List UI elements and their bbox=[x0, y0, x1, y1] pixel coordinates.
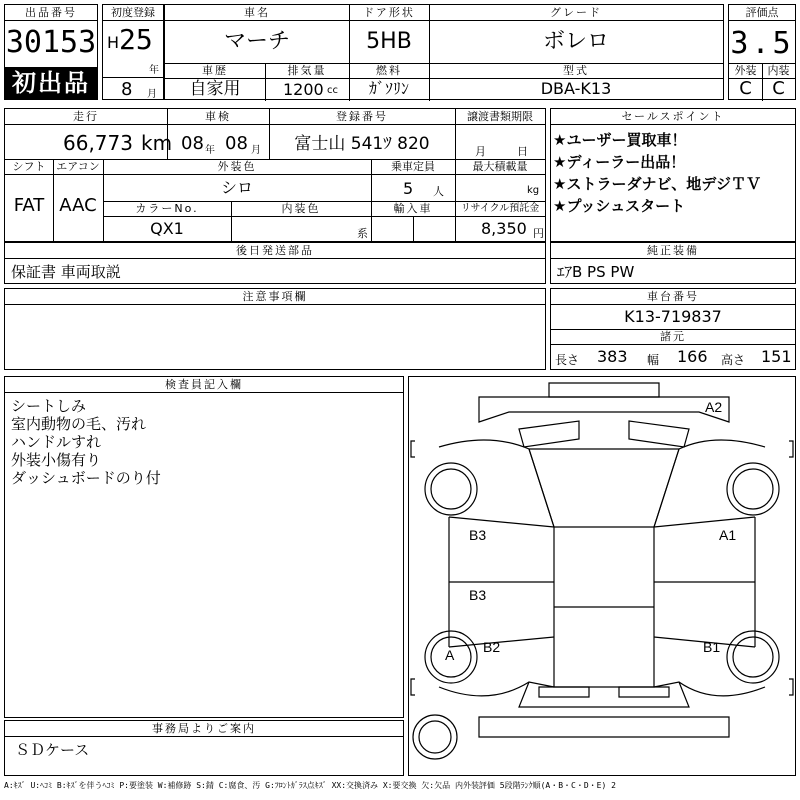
lot-number: 30153 bbox=[5, 25, 97, 60]
color-label: 外装色 bbox=[103, 159, 371, 175]
inspection-month: 08 bbox=[225, 133, 248, 154]
transfer-month-unit: 月 bbox=[475, 145, 486, 158]
mark-a1: A1 bbox=[719, 527, 737, 543]
grade: ボレロ bbox=[542, 29, 609, 54]
plate-label: 登録番号 bbox=[269, 109, 455, 125]
inspector-label: 検査員記入欄 bbox=[5, 377, 403, 393]
genuine-equipment bbox=[550, 242, 796, 284]
lot-label: 出品番号 bbox=[5, 5, 97, 21]
height-label: 高さ bbox=[721, 353, 746, 367]
recycle-unit: 円 bbox=[533, 227, 544, 240]
air-conditioner: AAC bbox=[59, 195, 97, 216]
lot-block bbox=[4, 4, 98, 100]
capacity: 5 bbox=[403, 179, 414, 198]
reg-era: H bbox=[107, 33, 120, 52]
ac-label: エアコン bbox=[53, 159, 103, 175]
first-listing-badge: 初出品 bbox=[5, 67, 97, 99]
transfer-label: 譲渡書類期限 bbox=[455, 109, 545, 125]
fuel-label: 燃料 bbox=[349, 63, 429, 79]
legend: A:ｷｽﾞ U:ﾍｺﾐ B:ｷｽﾞを伴うﾍｺﾐ P:要塗装 W:補修跡 S:錆 C:腐食、汚 G:ﾌﾛﾝﾄｶﾞﾗｽ点ｷｽﾞ XX:交換済み X:要交換 欠:欠品 内外装評価 5段階ﾗﾝｸ順(A・B・C・D・E) 2 bbox=[4, 781, 616, 790]
grade-label: グレード bbox=[429, 5, 723, 21]
model-label: 型式 bbox=[429, 63, 723, 79]
genuine-label: 純正装備 bbox=[551, 243, 795, 259]
sales-points bbox=[550, 108, 796, 242]
inspection-year-unit: 年 bbox=[205, 145, 215, 156]
inspector-line-3: ハンドルすれ bbox=[11, 433, 102, 451]
mark-a2: A2 bbox=[705, 399, 723, 415]
score-block bbox=[728, 4, 796, 100]
displacement: 1200 bbox=[283, 80, 324, 99]
inspection-year: 08 bbox=[181, 133, 204, 154]
reg-block bbox=[102, 4, 164, 100]
later-parts bbox=[4, 242, 546, 284]
office-label: 事務局よりご案内 bbox=[5, 721, 403, 737]
door-type: 5HB bbox=[366, 29, 412, 54]
genuine-value: ｴｱB PS PW bbox=[557, 263, 635, 281]
reg-month-unit: 月 bbox=[147, 89, 157, 100]
interior-score: C bbox=[772, 78, 785, 99]
car-outline-diagram bbox=[409, 377, 795, 775]
car-name-label: 車名 bbox=[165, 5, 349, 21]
notes-box bbox=[4, 288, 546, 370]
displacement-label: 排気量 bbox=[265, 63, 349, 79]
fuel: ｶﾞｿﾘﾝ bbox=[368, 79, 409, 98]
notes-label: 注意事項欄 bbox=[5, 289, 545, 305]
chassis-box bbox=[550, 288, 796, 370]
height: 151 bbox=[761, 347, 792, 366]
length-label: 長さ bbox=[555, 353, 580, 367]
exterior-score: C bbox=[739, 78, 752, 99]
sales-point-1: ★ユーザー買取車！ bbox=[553, 131, 687, 149]
mark-b1: B1 bbox=[703, 639, 721, 655]
load-unit: kg bbox=[527, 185, 540, 196]
int-color-label: 内装色 bbox=[231, 201, 371, 217]
reg-month: 8 bbox=[121, 79, 133, 100]
sales-points-label: セールスポイント bbox=[551, 109, 795, 125]
later-parts-label: 後日発送部品 bbox=[5, 243, 545, 259]
dims-label: 諸元 bbox=[551, 329, 795, 345]
exterior-label: 外装 bbox=[729, 63, 762, 79]
mileage-unit: km bbox=[141, 131, 173, 155]
score-label: 評価点 bbox=[729, 5, 795, 21]
capacity-label: 乗車定員 bbox=[371, 159, 455, 175]
length: 383 bbox=[597, 347, 628, 366]
office-box bbox=[4, 720, 404, 776]
transfer-day-unit: 日 bbox=[517, 145, 528, 158]
spec-table bbox=[4, 108, 546, 242]
interior-label: 内装 bbox=[762, 63, 795, 79]
displacement-unit: cc bbox=[327, 85, 338, 96]
inspector-box bbox=[4, 376, 404, 718]
mileage-label: 走行 bbox=[5, 109, 167, 125]
inspector-line-5: ダッシュボードのり付 bbox=[11, 469, 161, 487]
color-number: QX1 bbox=[150, 219, 184, 238]
chassis-number: K13-719837 bbox=[624, 307, 722, 326]
inspector-line-4: 外装小傷有り bbox=[11, 451, 102, 469]
mileage: 66,773 bbox=[63, 131, 133, 155]
mark-b3-lower: B3 bbox=[469, 587, 487, 603]
capacity-unit: 人 bbox=[433, 185, 444, 198]
inspector-line-2: 室内動物の毛、汚れ bbox=[11, 415, 147, 433]
shift: FAT bbox=[13, 195, 45, 216]
history-label: 車歴 bbox=[165, 63, 265, 79]
door-label: ドア形状 bbox=[349, 5, 429, 21]
load-label: 最大積載量 bbox=[455, 159, 545, 175]
width-label: 幅 bbox=[647, 353, 660, 367]
inspector-line-1: シートしみ bbox=[11, 397, 87, 415]
int-color-unit: 系 bbox=[357, 227, 368, 240]
sales-point-3: ★ストラーダナビ、地デジＴＶ bbox=[553, 175, 761, 193]
later-parts-value: 保証書 車両取説 bbox=[11, 263, 121, 281]
vehicle-block bbox=[164, 4, 724, 100]
recycle-label: リサイクル預託金 bbox=[455, 201, 545, 217]
mark-b2: B2 bbox=[483, 639, 501, 655]
reg-label: 初度登録 bbox=[103, 5, 163, 21]
model: DBA-K13 bbox=[540, 79, 612, 98]
score: 3.5 bbox=[730, 26, 794, 61]
body-color: シロ bbox=[220, 178, 253, 197]
history: 自家用 bbox=[189, 79, 241, 99]
vehicle-diagram bbox=[408, 376, 796, 776]
chassis-label: 車台番号 bbox=[551, 289, 795, 305]
recycle-fee: 8,350 bbox=[481, 219, 527, 238]
plate-number: 富士山 541ﾂ 820 bbox=[294, 134, 430, 154]
sales-point-4: ★プッシュスタート bbox=[553, 197, 686, 215]
mark-a: A bbox=[445, 647, 455, 663]
inspection-month-unit: 月 bbox=[251, 145, 261, 156]
shift-label: シフト bbox=[5, 159, 53, 175]
reg-year: 25 bbox=[119, 23, 153, 56]
sales-point-2: ★ディーラー出品！ bbox=[553, 153, 686, 171]
reg-year-unit: 年 bbox=[149, 65, 159, 76]
car-name: マーチ bbox=[223, 29, 290, 54]
mark-b3-upper: B3 bbox=[469, 527, 487, 543]
office-value: ＳＤケース bbox=[15, 741, 90, 759]
color-no-label: カラーNo. bbox=[103, 201, 231, 217]
inspection-label: 車検 bbox=[167, 109, 269, 125]
import-label: 輸入車 bbox=[371, 201, 455, 217]
width: 166 bbox=[677, 347, 708, 366]
